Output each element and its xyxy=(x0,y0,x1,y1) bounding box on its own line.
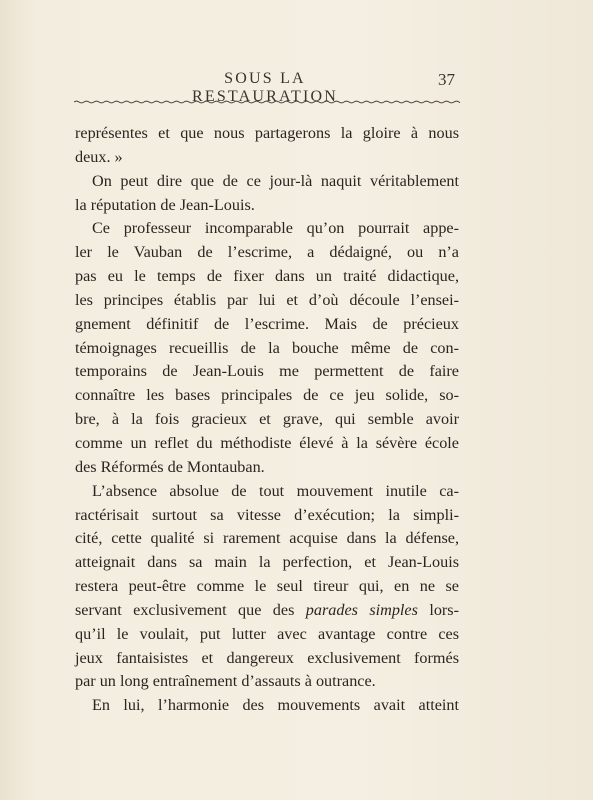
italic-phrase: parades simples xyxy=(305,600,418,619)
paragraph xyxy=(75,122,459,170)
text-line-with-italic xyxy=(75,599,459,623)
text-line: atteignait dans sa main la perfection, et Jean-Louis xyxy=(75,553,459,572)
text-line: deux. » xyxy=(75,147,123,166)
text-line: L’absence absolue de tout mouvement inutile ca- xyxy=(92,481,459,500)
paragraph xyxy=(75,170,459,218)
running-head xyxy=(0,70,593,105)
text-line: cité, cette qualité si rarement acquise dans la défense, xyxy=(75,529,459,548)
body-text xyxy=(75,122,459,718)
text-line: témoignages recueillis de la bouche même de con- xyxy=(75,338,459,357)
text-line: par un long entraînement d’assauts à outrance. xyxy=(75,672,376,691)
text-line: jeux fantaisistes et dangereux exclusivement formés xyxy=(75,648,459,667)
text-segment: servant exclusivement que des xyxy=(75,600,306,619)
text-line: temporains de Jean-Louis me permettent de faire xyxy=(75,362,459,381)
text-line: Ce professeur incomparable qu’on pourrait appe- xyxy=(92,219,459,238)
text-segment: lors- xyxy=(417,600,459,619)
text-line: gnement définitif de l’escrime. Mais de précieux xyxy=(75,314,459,333)
text-line: qu’il le voulait, put lutter avec avantage contre ces xyxy=(75,624,459,643)
running-title: SOUS LA RESTAURATION xyxy=(191,70,338,105)
paragraph xyxy=(75,217,459,479)
paragraph xyxy=(75,694,459,718)
text-line: connaître les bases principales de ce jeu solide, so- xyxy=(75,386,459,405)
text-line: comme un reflet du méthodiste élevé à la sévère école xyxy=(75,433,459,452)
text-line: bre, à la fois gracieux et grave, qui semble avoir xyxy=(75,410,459,429)
text-line: ler le Vauban de l’escrime, a dédaigné, ou n’a xyxy=(75,243,459,262)
text-line: En lui, l’harmonie des mouvements avait atteint xyxy=(92,696,459,715)
text-line: les principes établis par lui et d’où découle l’ensei- xyxy=(75,290,459,309)
ornamental-rule xyxy=(74,96,460,108)
text-line: restera peut-être comme le seul tireur qui, en ne se xyxy=(75,577,459,596)
page-number: 37 xyxy=(438,70,455,89)
text-line: On peut dire que de ce jour-là naquit véritablement xyxy=(92,171,459,190)
text-line: des Réformés de Montauban. xyxy=(75,457,265,476)
text-line: ractérisait surtout sa vitesse d’exécution; la simpli- xyxy=(75,505,459,524)
text-line: pas eu le temps de fixer dans un traité didactique, xyxy=(75,267,459,286)
paragraph xyxy=(75,480,459,695)
text-line: la réputation de Jean-Louis. xyxy=(75,195,255,214)
text-line: représentes et que nous partagerons la gloire à nous xyxy=(75,124,459,142)
